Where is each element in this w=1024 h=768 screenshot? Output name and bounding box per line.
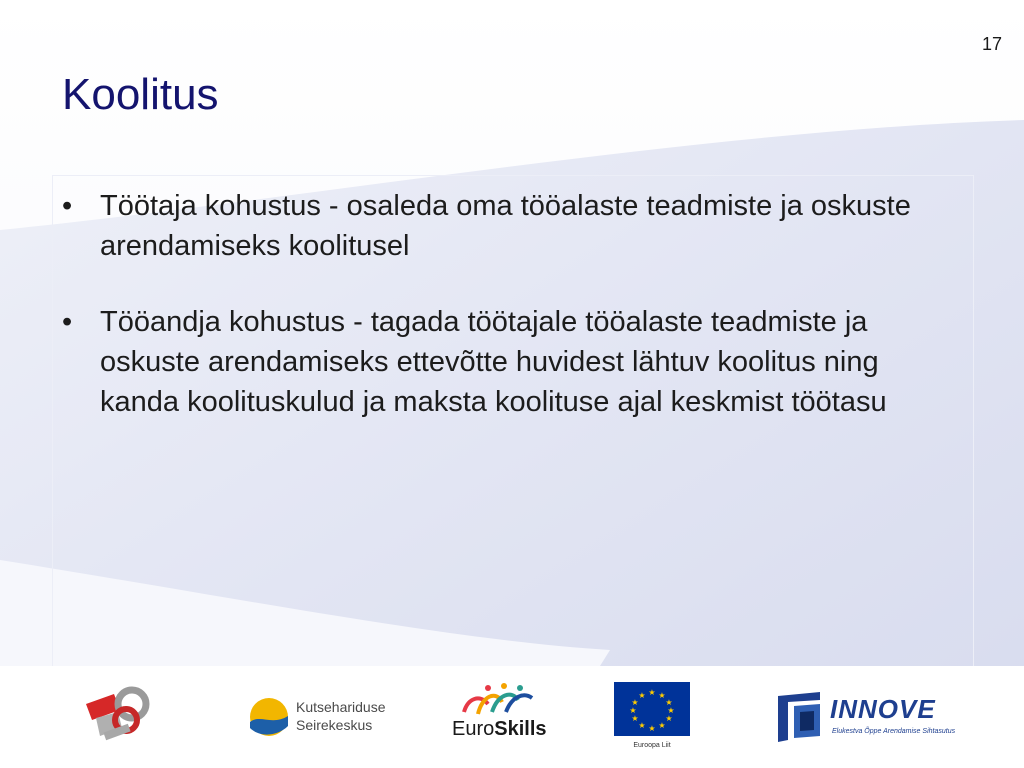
svg-text:★: ★ bbox=[631, 714, 639, 723]
bullet-text: Töötaja kohustus - osaleda oma tööalaste teadmiste ja oskuste arendamiseks koolitusel bbox=[100, 190, 911, 262]
innove-name: INNOVE bbox=[830, 694, 936, 724]
kutseharidus-name bbox=[296, 698, 386, 734]
innove-emblem bbox=[776, 692, 822, 744]
svg-text:★: ★ bbox=[665, 698, 673, 707]
bullet-item bbox=[62, 186, 942, 266]
kutseharidus-line2: Seirekeskus bbox=[296, 717, 373, 733]
slide-title: Koolitus bbox=[62, 70, 219, 119]
bullet-list bbox=[62, 186, 942, 458]
svg-text:★: ★ bbox=[629, 706, 637, 715]
innove-tagline: Elukestva Õppe Arendamise Sihtasutus bbox=[832, 728, 956, 735]
svg-text:★: ★ bbox=[638, 691, 646, 700]
svg-text:★: ★ bbox=[667, 706, 675, 715]
logo-bar bbox=[0, 666, 1024, 768]
bullet-text: Tööandja kohustus - tagada töötajale tööalaste teadmiste ja oskuste arendamiseks ettevõtte huvidest lähtuv koolitus ning kanda koolituskulud ja maksta koolituse ajal keskmist töötasu bbox=[100, 306, 887, 418]
svg-text:★: ★ bbox=[658, 721, 666, 730]
euroskills-part2: Skills bbox=[494, 718, 547, 740]
kutseharidus-emblem bbox=[248, 696, 290, 738]
slide-number: 17 bbox=[981, 34, 1002, 54]
euroskills-wordmark bbox=[452, 718, 547, 741]
bullet-dot: • bbox=[62, 306, 73, 338]
bullet-dot: • bbox=[62, 190, 73, 222]
kutseharidus-line1: Kutsehariduse bbox=[296, 699, 386, 715]
svg-text:★: ★ bbox=[648, 724, 656, 733]
eu-caption: Euroopa Liit bbox=[633, 742, 671, 749]
bullet-item bbox=[62, 302, 942, 422]
svg-text:★: ★ bbox=[665, 714, 673, 723]
keys-logo bbox=[84, 684, 158, 746]
svg-text:★: ★ bbox=[658, 691, 666, 700]
euroskills-part1: Euro bbox=[452, 718, 495, 740]
svg-text:★: ★ bbox=[631, 698, 639, 707]
svg-text:★: ★ bbox=[648, 688, 656, 697]
svg-text:★: ★ bbox=[638, 721, 646, 730]
eu-flag bbox=[614, 682, 690, 736]
euroskills-swirl bbox=[458, 682, 538, 718]
